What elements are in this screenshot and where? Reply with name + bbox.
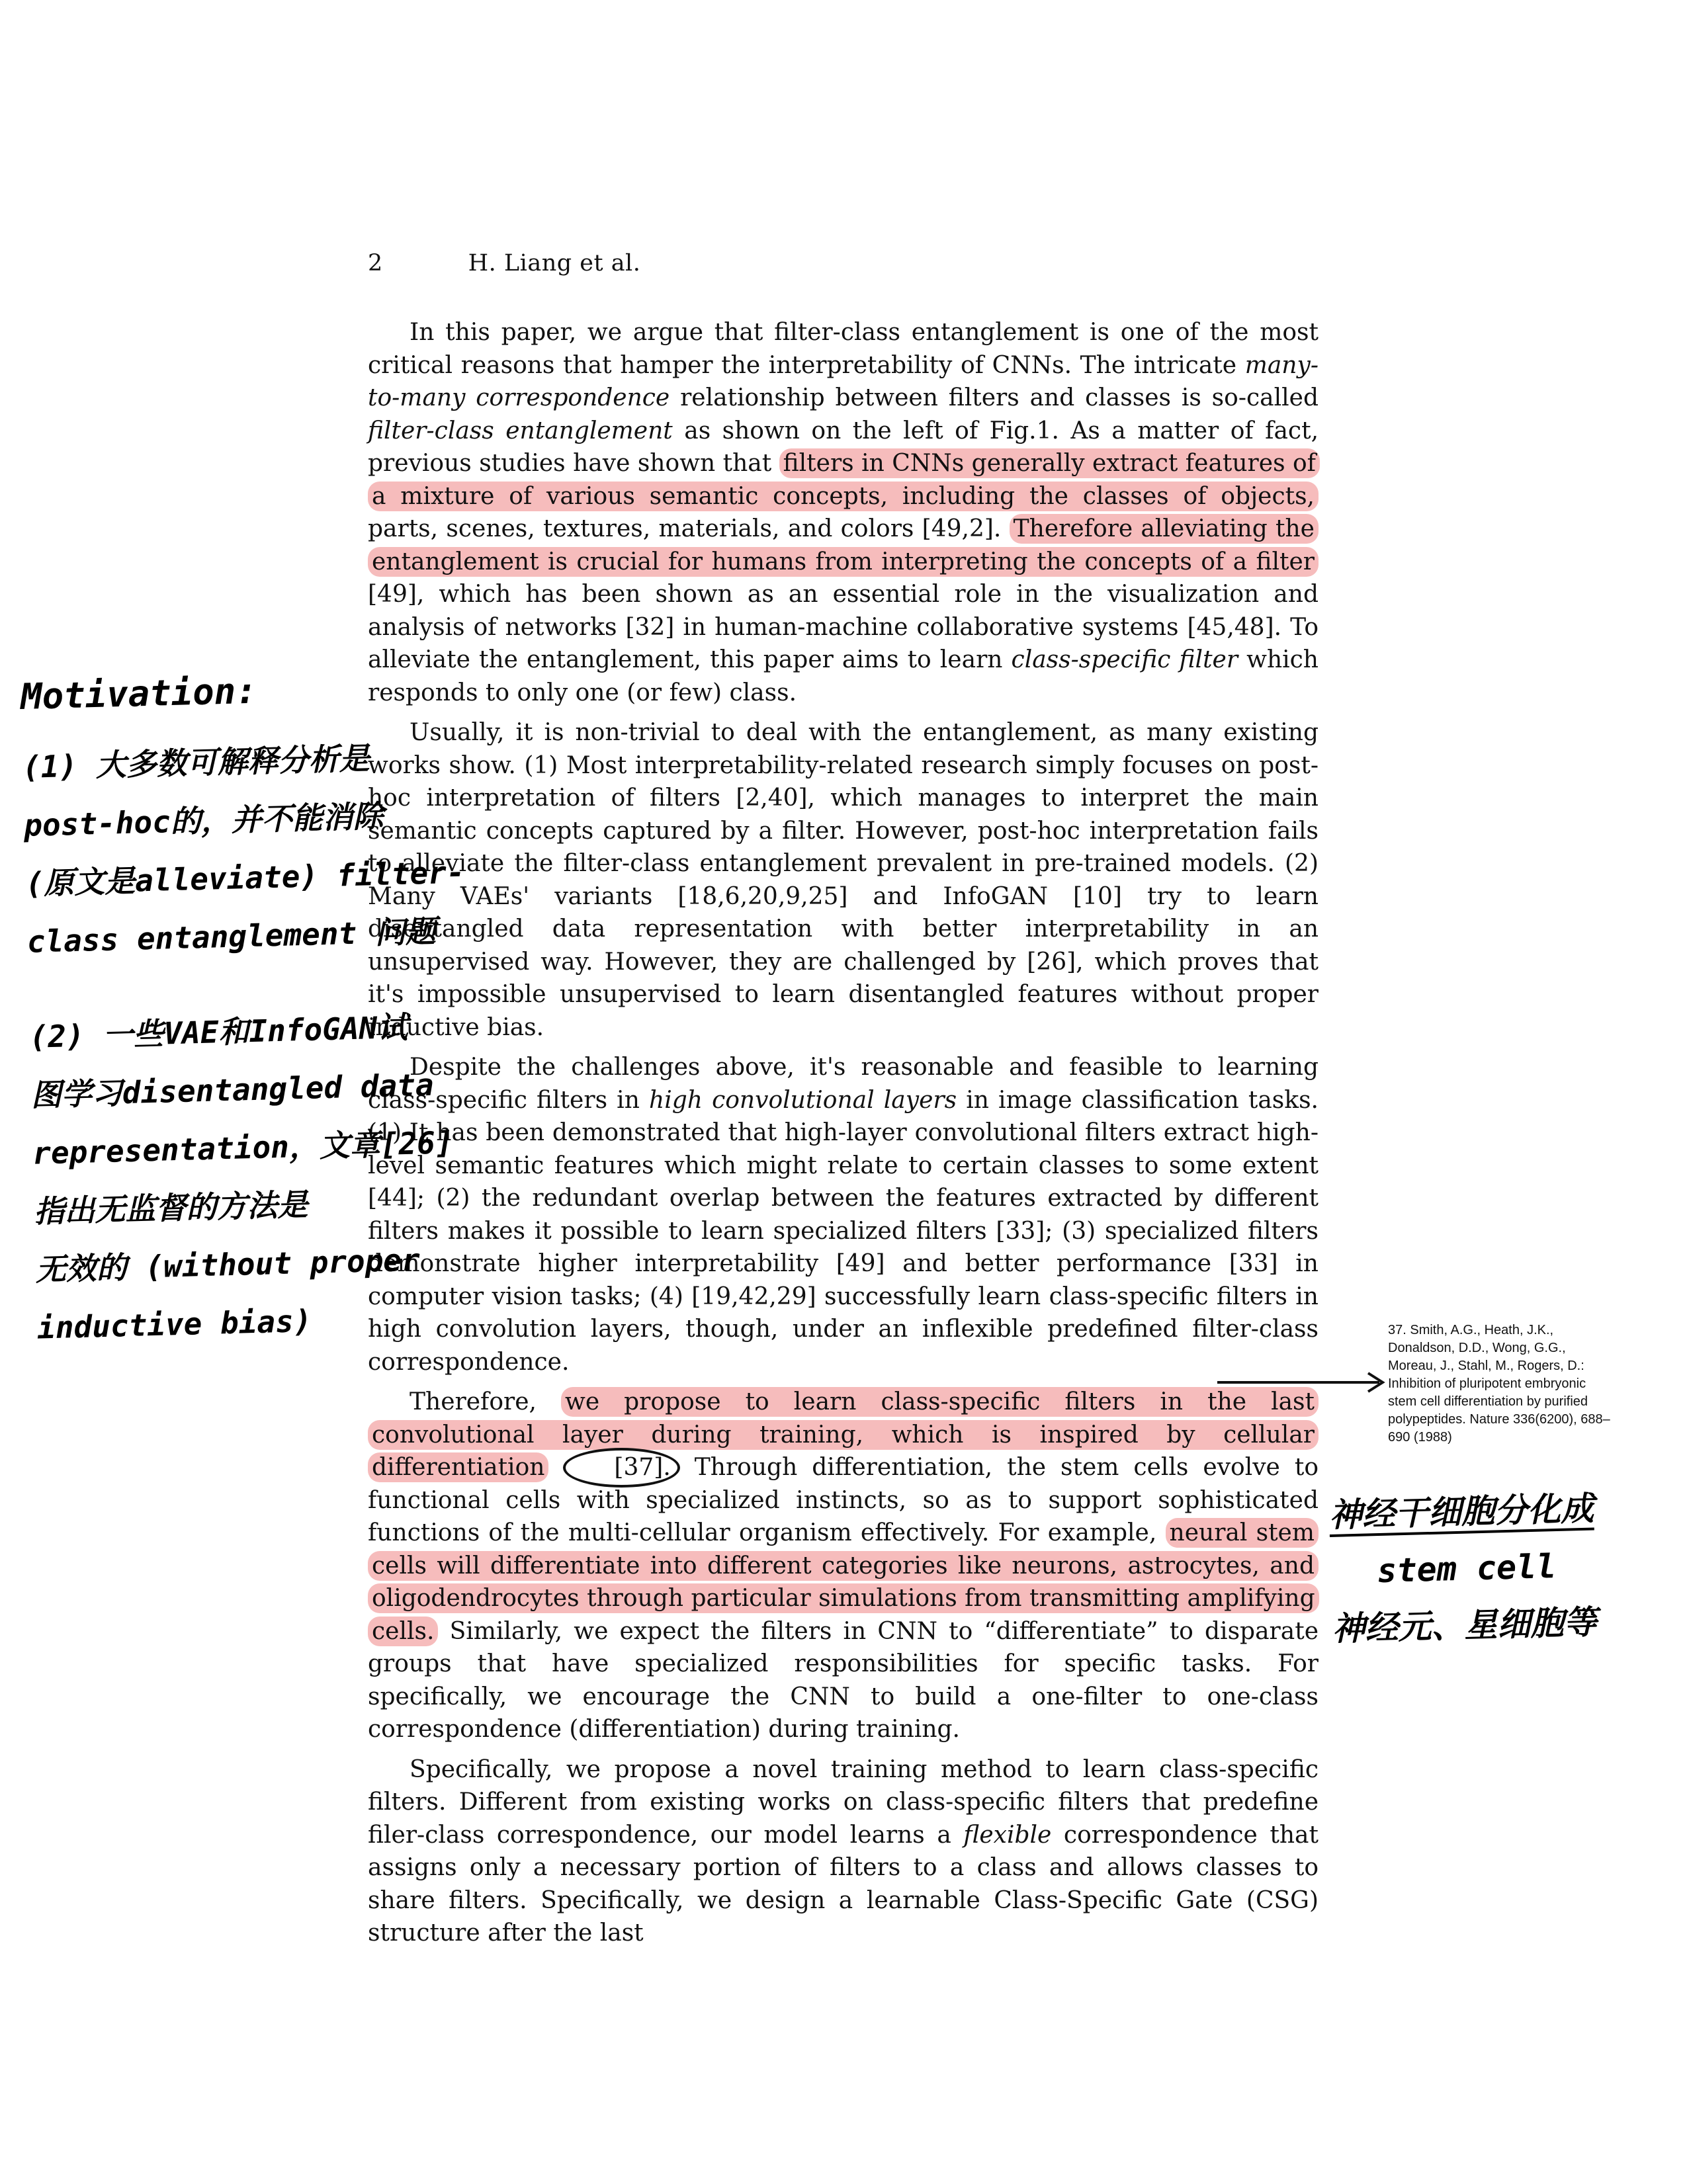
text-segment: in image classification tasks. (1) It has been demonstrated that high-layer convolutional filters extract high-level semantic features which might relate to certain classes to some extent [44]; (2) the redundant overlap between the features extracted by different filters makes it possible to learn specialized filters [33]; (3) specialized filters demonstrate higher interpretability [49] and better performance [33] in computer vision tasks; (4) [19,42,29] successfully learn class-specific filters in high convolution layers, though, under an inflexible predefined filter-class correspondence. <box>368 1086 1319 1376</box>
paragraph <box>368 316 1319 709</box>
page-number: 2 <box>368 250 383 276</box>
handwritten-note-line: 图学习disentangled data <box>30 1066 435 1113</box>
handwritten-notes-left <box>20 659 466 1357</box>
running-head-authors: H. Liang et al. <box>468 250 641 276</box>
text-segment: which responds to only one (or few) class. <box>368 646 1319 706</box>
highlighted-text: filters in CNNs generally extract features of a mixture of various semantic concepts, including the classes of objects, <box>368 448 1320 511</box>
running-head <box>368 250 640 276</box>
highlighted-text: we propose to learn class-specific filters in the last convolutional layer during training, which is inspired by cellular differentiation <box>368 1387 1319 1482</box>
handwritten-note-line: representation，文章[26] <box>32 1124 454 1171</box>
text-segment: parts, scenes, textures, materials, and colors [49,2]. <box>368 515 1010 542</box>
reference-note: 37. Smith, A.G., Heath, J.K., Donaldson, D.D., Wong, G.G., Moreau, J., Stahl, M., Rogers, D.: Inhibition of pluripotent embryonic stem cell differentiation by purified polypeptides. Nature 336(6200), 688–690 (1988) <box>1388 1323 1610 1445</box>
handwritten-note-line: stem cell <box>1376 1547 1557 1591</box>
emphasis-text: many-to-many correspondence <box>368 351 1319 411</box>
paragraph <box>368 1753 1319 1950</box>
highlighted-text: Therefore alleviating the entanglement is crucial for humans from interpreting the concepts of a filter <box>368 514 1319 577</box>
arrow-right-icon <box>1217 1369 1389 1396</box>
text-segment: Usually, it is non-trivial to deal with the entanglement, as many existing works show. (1) Most interpretability-related research simply focuses on post-hoc interpretation of filters [2,40], which manages to interpret the main semantic concepts captured by a filter. However, post-hoc interpretation fails to alleviate the filter-class entanglement prevalent in pre-trained models. (2) Many VAEs' variants [18,6,20,9,25] and InfoGAN [10] try to learn disentangled data representation with better interpretability in an unsupervised way. However, they are challenged by [26], which proves that it's impossible unsupervised to learn disentangled features without proper inductive bias. <box>368 719 1319 1041</box>
paragraph <box>368 1051 1319 1378</box>
text-segment: Therefore, <box>410 1388 561 1415</box>
paragraph <box>368 1386 1319 1746</box>
body-text <box>368 316 1319 1957</box>
emphasis-text: flexible <box>963 1821 1052 1849</box>
text-segment: as shown on the left of Fig.1. As a matter of fact, previous studies have shown that <box>368 417 1319 477</box>
handwritten-note-title: Motivation: <box>20 669 258 718</box>
handwritten-note-line: (原文是alleviate) filter- <box>24 854 466 902</box>
text-segment: Through differentiation, the stem cells evolve to functional cells with specialized instincts, so as to support sophisticated functions of the multi-cellular organism effectively. For example, <box>368 1454 1319 1546</box>
handwritten-note-line: class entanglement 问题 <box>26 913 437 960</box>
handwritten-note-line: 无效的 (without proper <box>35 1241 421 1288</box>
handwritten-note-line: 神经元、星细胞等 <box>1331 1603 1598 1648</box>
emphasis-text: high convolutional layers <box>649 1086 957 1114</box>
handwritten-note-line: 神经干细胞分化成 <box>1328 1480 1594 1544</box>
highlighted-text: neural stem cells will differentiate into different categories like neurons, astrocytes, and oligodendrocytes through particular simulations from transmitting amplifying cells. <box>368 1518 1319 1646</box>
handwritten-note-line: post-hoc的，并不能消除 <box>23 798 384 843</box>
paragraph <box>368 716 1319 1044</box>
text-segment: In this paper, we argue that filter-class entanglement is one of the most critical reasons that hamper the interpretability of CNNs. The intricate <box>368 319 1319 379</box>
handwritten-note-line: (1) 大多数可解释分析是 <box>22 740 370 785</box>
text-segment: Similarly, we expect the filters in CNN to “differentiate” to disparate groups that have specialized responsibilities for specific tasks. For specifically, we encourage the CNN to build a one-filter to one-class correspondence (differentiation) during training. <box>368 1617 1319 1743</box>
text-segment <box>548 1454 563 1481</box>
text-segment: [49], which has been shown as an essential role in the visualization and analysis of networks [32] in human-machine collaborative systems [45,48]. To alleviate the entanglement, this paper aims to learn <box>368 581 1319 673</box>
handwritten-note-line: (2) 一些VAE和InfoGAN试 <box>28 1009 408 1055</box>
handwritten-note-line: 指出无监督的方法是 <box>33 1186 309 1230</box>
text-segment: Specifically, we propose a novel training method to learn class-specific filters. Different from existing works on class-specific filters that predefine filer-class correspondence, our model learns a <box>368 1755 1319 1849</box>
text-segment: Despite the challenges above, it's reasonable and feasible to learning class-specific filters in <box>368 1054 1319 1114</box>
handwritten-notes-right <box>1328 1480 1598 1658</box>
text-segment: relationship between filters and classes is so-called <box>670 384 1319 411</box>
emphasis-text: class-specific filter <box>1011 646 1238 673</box>
handwritten-note-line: inductive bias) <box>36 1302 313 1346</box>
emphasis-text: filter-class entanglement <box>368 417 673 444</box>
text-segment: correspondence that assigns only a necessary portion of filters to a class and allows classes to share filters. Specifically, we design a learnable Class-Specific Gate (CSG) structure after the last <box>368 1821 1319 1947</box>
circled-citation: [37]. <box>563 1448 679 1488</box>
